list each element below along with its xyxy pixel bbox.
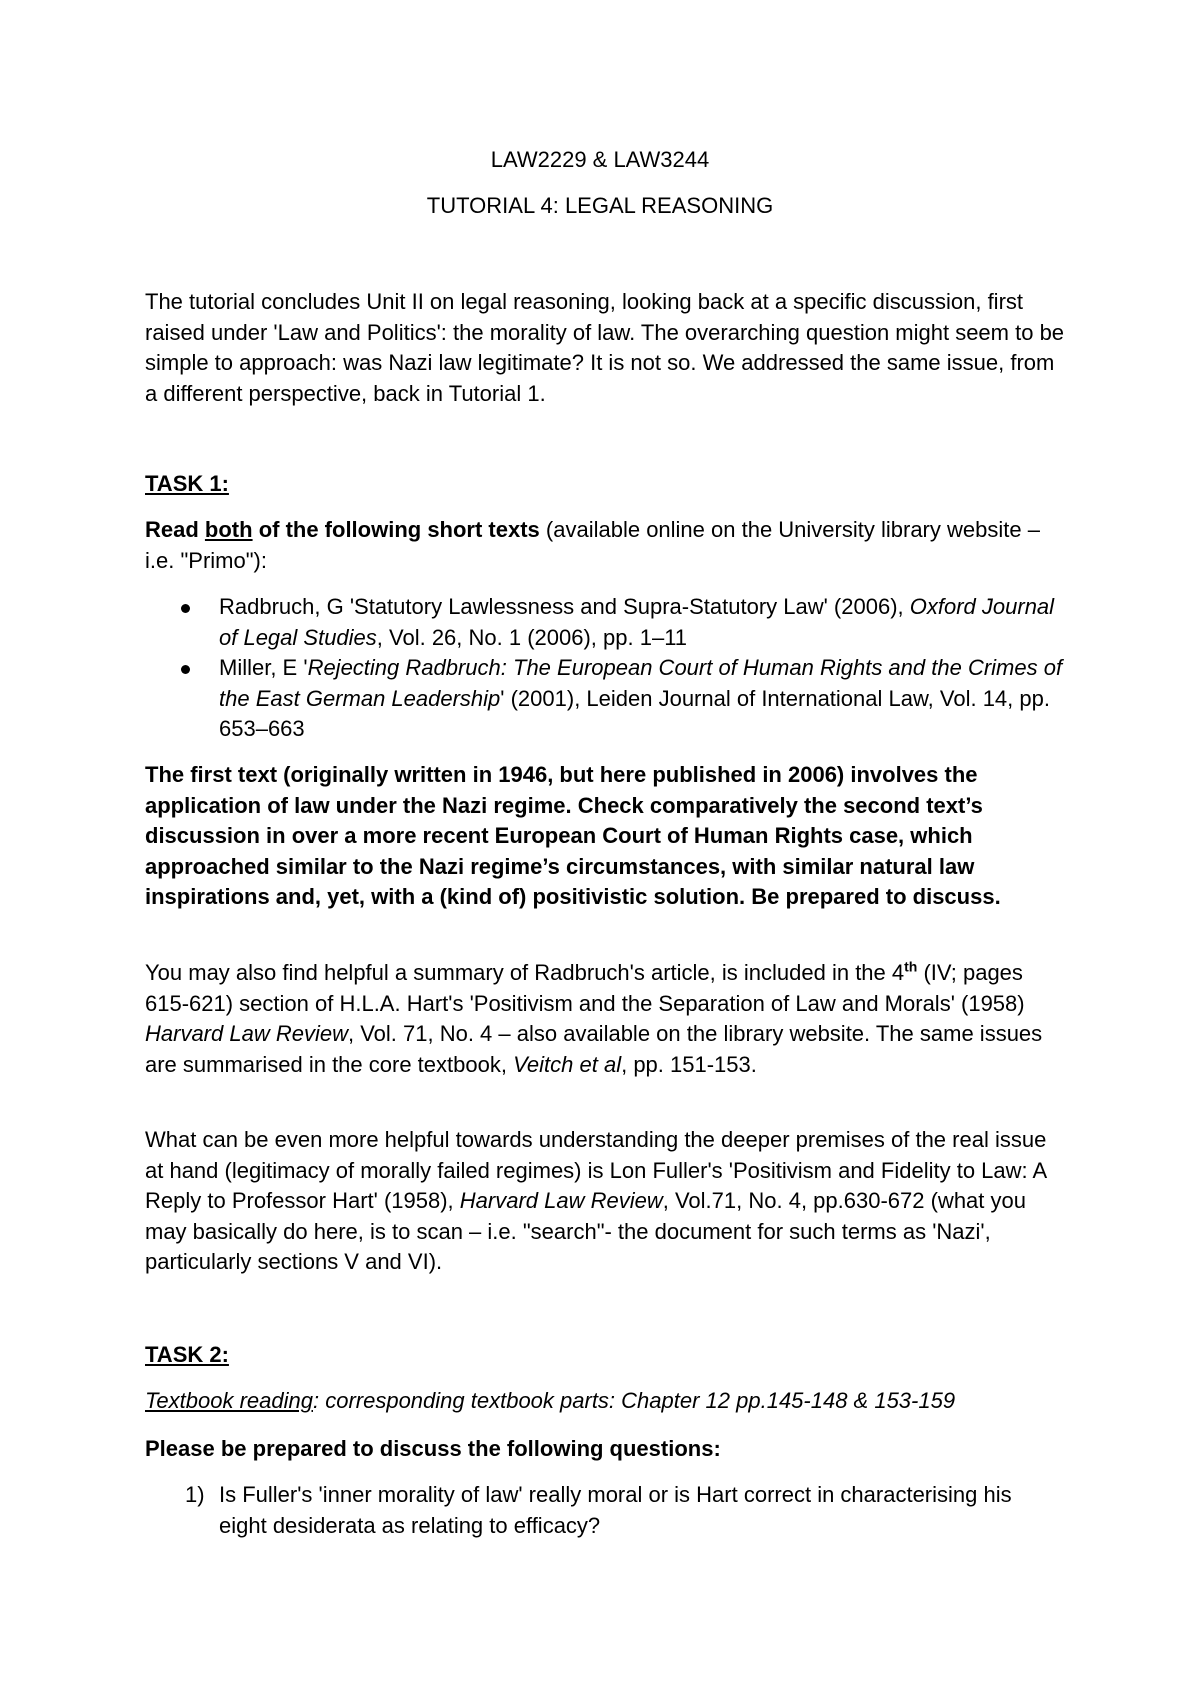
question-number: 1) [185,1482,205,1507]
task1-instruction [145,515,1065,576]
task1-heading: TASK 1: [145,471,229,496]
course-code-title: LAW2229 & LAW3244 [490,147,710,172]
reference-list [145,592,1065,745]
question-list [145,1480,1065,1541]
intro-paragraph: The tutorial concludes Unit II on legal reasoning, looking back at a specific discussion, first raised under 'Law and Politics': the morality of law. The overarching question might seem to be simple to approach: was Nazi law legitimate? It is not so. We addressed the same issue, from a different perspective, back in Tutorial 1. [145,289,1065,406]
task1-bold-paragraph: The first text (originally written in 1946, but here published in 2006) involves the application of law under the Nazi regime. Check comparatively the second text’s discussion in over a more recent European Court of Human Rights case, which approached similar to the Nazi regime’s circumstances, with similar natural law inspirations and, yet, with a (kind of) positivistic solution. Be prepared to discuss. [145,762,1001,909]
tutorial-title: TUTORIAL 4: LEGAL REASONING [426,193,774,218]
fuller-paragraph: What can be even more helpful towards understanding the deeper premises of the real issue at hand (legitimacy of morally failed regimes) is Lon Fuller's 'Positivism and Fidelity to Law: A Reply to Professor Hart' (1958), Harvard Law Review, Vol.71, No. 4, pp.630-672 (what you may basically do here, is to scan – i.e. "search"- the document for such terms as 'Nazi', particularly sections V and VI). [145,1127,1047,1274]
instruction-bold-end: of the following short texts [252,517,540,542]
instruction-both-underlined: both [204,517,253,542]
task2-prompt: Please be prepared to discuss the following questions: [145,1436,721,1461]
hart-paragraph: You may also find helpful a summary of Radbruch's article, is included in the 4th (IV; pages 615-621) section of H.L.A. Hart's 'Positivism and the Separation of Law and Morals' (1958) Harvard Law Review, Vol. 71, No. 4 – also available on the library website. The same issues are summarised in the core textbook, Veitch et al, pp. 151-153. [145,958,1043,1077]
bullet-icon [181,604,190,613]
task2-heading: TASK 2: [145,1342,229,1367]
instruction-bold-start: Read [145,517,205,542]
textbook-reading-label: Textbook reading [145,1388,313,1413]
textbook-reading-line: Textbook reading: corresponding textbook parts: Chapter 12 pp.145-148 & 153-159 [145,1388,956,1413]
instruction-plain: (available online on the University library website – i.e. "Primo"): [145,517,1040,573]
question-item [145,1480,1065,1541]
reference-item: Miller, E 'Rejecting Radbruch: The European Court of Human Rights and the Crimes of the East German Leadership' (2001), Leiden Journal of International Law, Vol. 14, pp. 653–663 [145,653,1065,745]
bullet-icon [181,665,190,674]
question-text: Is Fuller's 'inner morality of law' really moral or is Hart correct in characterising his eight desiderata as relating to efficacy? [219,1482,1012,1538]
reference-item: Radbruch, G 'Statutory Lawlessness and Supra-Statutory Law' (2006), Oxford Journal of Legal Studies, Vol. 26, No. 1 (2006), pp. 1–11 [145,592,1065,653]
